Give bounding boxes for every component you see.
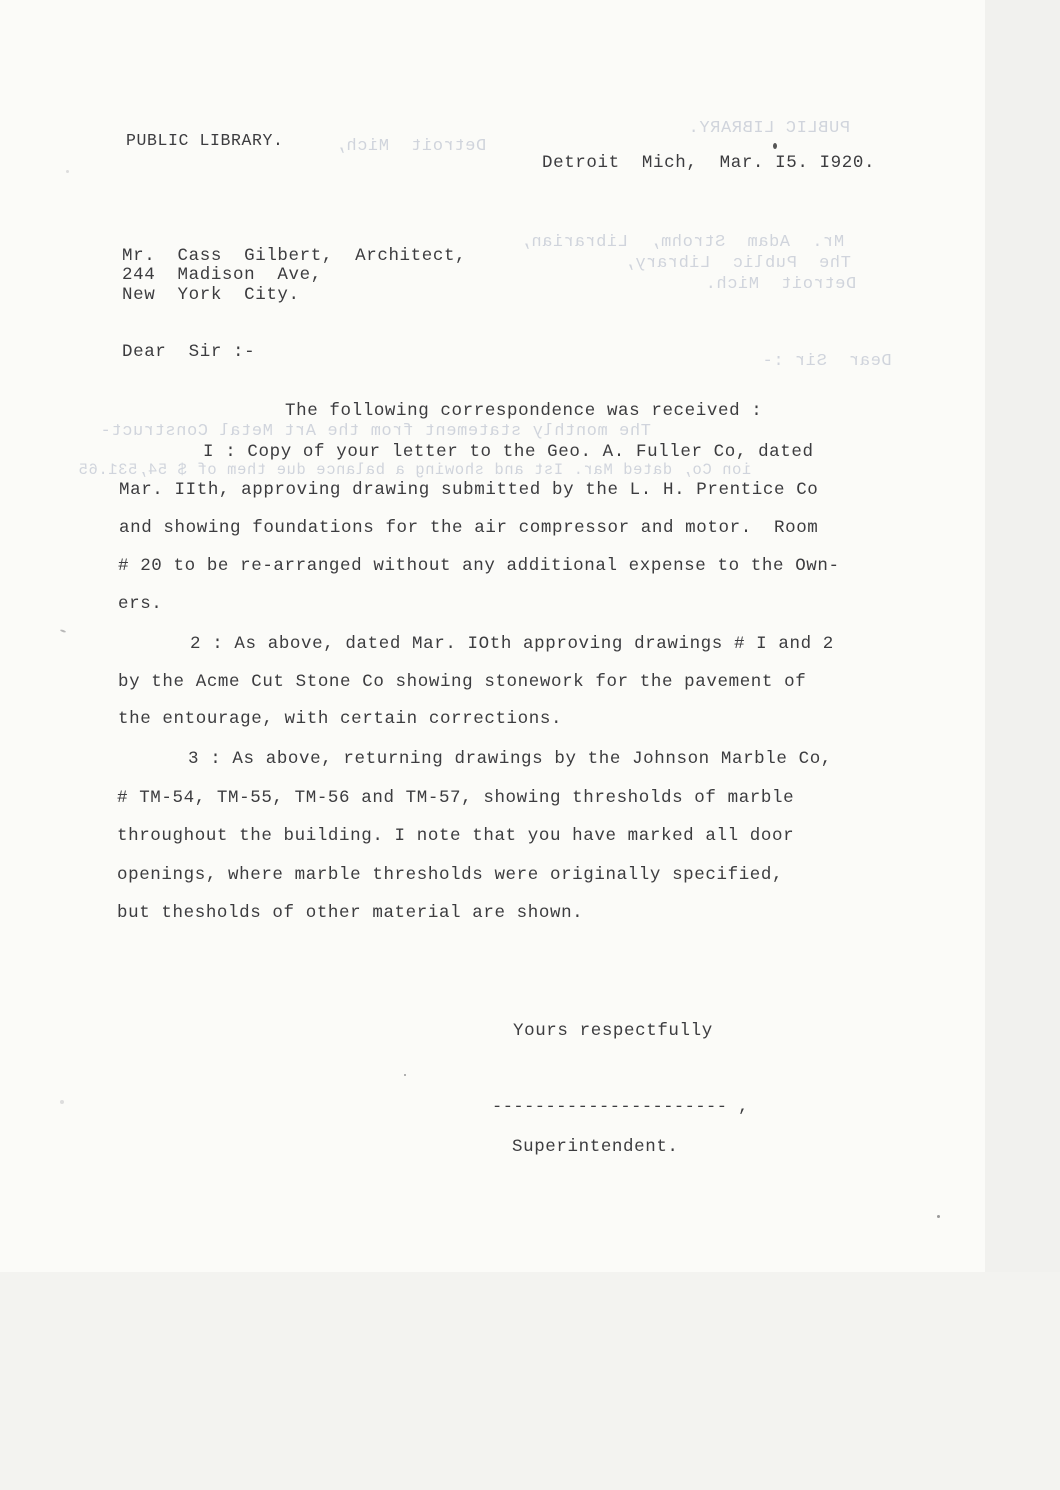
scan-margin-right bbox=[985, 0, 1060, 1272]
recipient-street: 244 Madison Ave, bbox=[122, 265, 322, 285]
item-1-line: I : Copy of your letter to the Geo. A. Fuller Co, dated bbox=[203, 442, 814, 462]
item-1-line: ers. bbox=[118, 594, 163, 614]
item-1-line: # 20 to be re-arranged without any additional expense to the Own- bbox=[118, 556, 840, 576]
bleed-through-line: Dear Sir :- bbox=[762, 352, 892, 371]
item-3-line: # TM-54, TM-55, TM-56 and TM-57, showing thresholds of marble bbox=[117, 788, 795, 808]
bleed-through-line: The Public Library, bbox=[624, 254, 851, 273]
place-and-date: Detroit Mich, Mar. I5. I920. bbox=[542, 153, 876, 173]
bleed-through-line: ion Co, dated Mar. Ist and showing a balance due them of $ 54,531.65 bbox=[78, 461, 752, 479]
item-2-line: 2 : As above, dated Mar. IOth approving drawings # I and 2 bbox=[190, 634, 834, 654]
item-1-line: Mar. IIth, approving drawing submitted by the L. H. Prentice Co bbox=[119, 480, 819, 500]
bleed-through-line: PUBLIC LIBRARY. bbox=[688, 119, 851, 138]
letterhead-institution: PUBLIC LIBRARY. bbox=[126, 131, 284, 150]
item-2-line: the entourage, with certain corrections. bbox=[118, 709, 563, 729]
bleed-through-line: Mr. Adam Strohm, Librarian, bbox=[520, 233, 845, 252]
paper-speck bbox=[60, 629, 66, 633]
paper-speck bbox=[937, 1215, 940, 1218]
salutation: Dear Sir :- bbox=[122, 342, 256, 362]
paper-speck bbox=[404, 1074, 406, 1076]
item-3-line: 3 : As above, returning drawings by the Johnson Marble Co, bbox=[188, 749, 832, 769]
item-1-line: and showing foundations for the air compressor and motor. Room bbox=[119, 518, 819, 538]
complimentary-close: Yours respectfully bbox=[513, 1021, 713, 1041]
bleed-through-line: Detroit Mich. bbox=[705, 275, 857, 294]
signatory-title: Superintendent. bbox=[512, 1137, 679, 1157]
item-3-line: openings, where marble thresholds were originally specified, bbox=[117, 865, 784, 885]
item-3-line: but thesholds of other material are shown. bbox=[117, 903, 584, 923]
item-3-line: throughout the building. I note that you have marked all door bbox=[117, 826, 795, 846]
recipient-name: Mr. Cass Gilbert, Architect, bbox=[122, 246, 467, 266]
bleed-through-line: Detroit Mich, bbox=[335, 137, 487, 156]
scan-margin-bottom bbox=[0, 1272, 1060, 1490]
signature-line: ---------------------- , bbox=[492, 1098, 749, 1117]
body-intro: The following correspondence was received : bbox=[285, 401, 763, 421]
paper-speck bbox=[66, 170, 69, 173]
recipient-city: New York City. bbox=[122, 285, 300, 305]
item-2-line: by the Acme Cut Stone Co showing stonework for the pavement of bbox=[118, 672, 807, 692]
paper-speck bbox=[773, 143, 777, 149]
paper-speck bbox=[60, 1100, 64, 1104]
bleed-through-line: The monthly statement from the Art Metal Construct- bbox=[100, 422, 651, 441]
